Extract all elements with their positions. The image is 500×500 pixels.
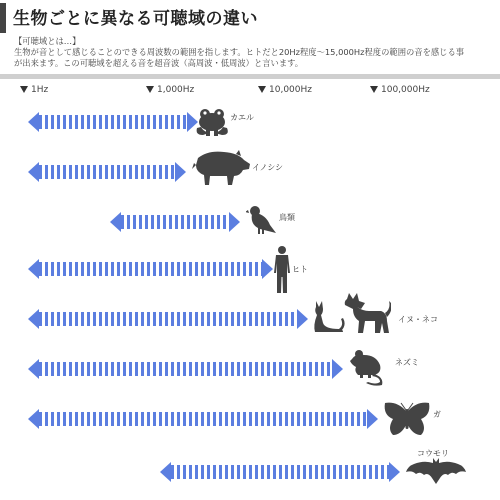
row-dog-cat <box>0 295 500 345</box>
row-bat <box>0 448 500 498</box>
page-title: 生物ごとに異なる可聴域の違い <box>13 9 258 29</box>
frog-icon <box>195 104 231 138</box>
mouse-icon <box>348 347 388 387</box>
animal-label: イノシシ <box>252 163 283 172</box>
animal-label: 鳥類 <box>279 213 295 222</box>
hearing-range-bar <box>28 412 378 426</box>
tick-label: 10,000Hz <box>269 85 312 95</box>
tick-marker-icon <box>146 86 154 93</box>
scale-tick-100000hz <box>370 85 430 95</box>
animal-label: ネズミ <box>395 358 419 367</box>
intro-line-2: が出来ます。この可聴域を超える音を超音波（高周波・低周波）と言います。 <box>14 58 304 68</box>
animal-label: カエル <box>230 113 254 122</box>
dog-icon <box>343 291 391 335</box>
tick-label: 100,000Hz <box>381 85 430 95</box>
moth-icon <box>383 401 431 439</box>
scale-tick-10000hz <box>258 85 312 95</box>
divider <box>0 74 500 79</box>
tick-label: 1,000Hz <box>157 85 195 95</box>
hearing-range-bar <box>28 312 308 326</box>
scale-tick-1hz <box>20 85 48 95</box>
hearing-range-bar <box>28 165 186 179</box>
title-accent <box>0 3 6 33</box>
tick-marker-icon <box>20 86 28 93</box>
hearing-range-bar <box>28 262 273 276</box>
row-mouse <box>0 345 500 395</box>
hearing-range-bar <box>28 362 343 376</box>
tick-label: 1Hz <box>31 85 49 95</box>
boar-icon <box>192 150 250 186</box>
row-boar <box>0 150 500 200</box>
tick-marker-icon <box>370 86 378 93</box>
row-frog <box>0 100 500 150</box>
animal-label: ガ <box>433 410 441 419</box>
scale-tick-1000hz <box>146 85 194 95</box>
bird-icon <box>246 205 278 235</box>
tick-marker-icon <box>258 86 266 93</box>
row-moth <box>0 395 500 445</box>
row-bird <box>0 200 500 250</box>
hearing-range-bar <box>28 115 198 129</box>
animal-label: ヒト <box>292 265 308 274</box>
animal-label: イヌ・ネコ <box>398 315 438 324</box>
intro-heading: 【可聴域とは…】 <box>14 36 81 46</box>
intro-line-1: 生物が音として感じることのできる周波数の範囲を指します。ヒトだと20Hz程度〜15,000Hz程度の範囲の音を感じる事 <box>14 47 465 57</box>
row-human <box>0 245 500 295</box>
hearing-range-bar <box>110 215 240 229</box>
human-icon <box>272 245 292 295</box>
hearing-range-bar <box>160 465 400 479</box>
cat-icon <box>313 301 345 333</box>
bat-icon <box>406 458 466 486</box>
intro-text <box>14 36 496 69</box>
animal-label: コウモリ <box>417 449 449 458</box>
header <box>0 0 500 38</box>
